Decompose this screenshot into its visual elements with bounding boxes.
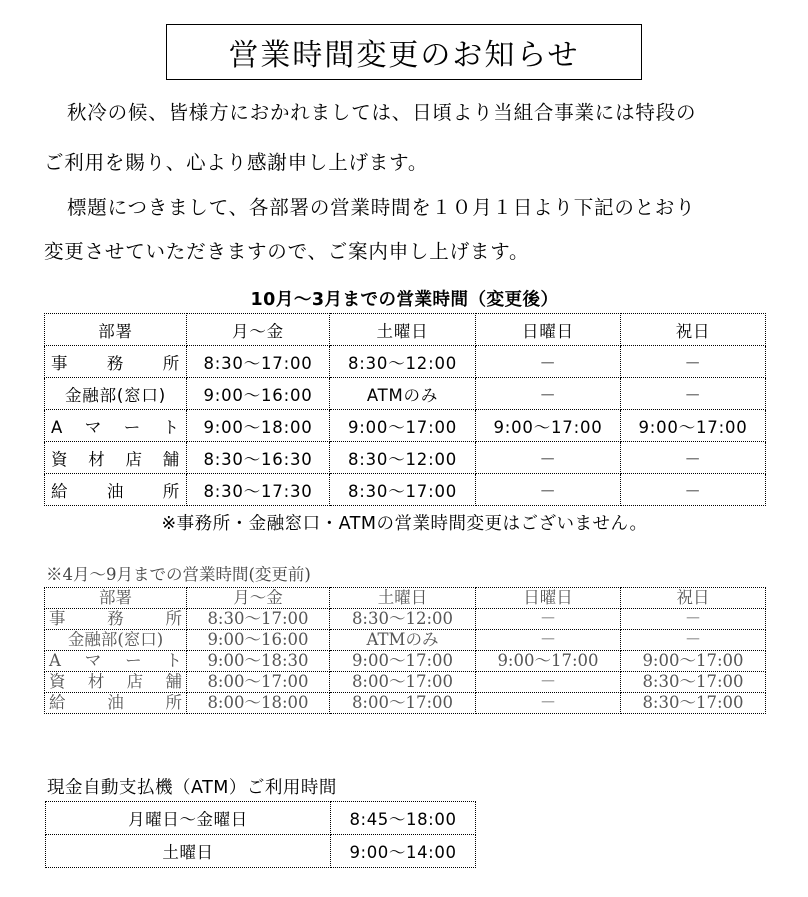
no-change-note: ※事務所・金融窓口・ATMの営業時間変更はございません。 (161, 514, 648, 534)
sunday-cell: － (476, 442, 621, 474)
weekday-cell: 8:30～17:30 (187, 474, 330, 506)
weekday-cell: 8:30～17:00 (187, 609, 330, 630)
atm-day-cell: 月曜日～金曜日 (46, 802, 331, 835)
sunday-cell: 9:00～17:00 (476, 651, 621, 672)
intro-paragraph-line-3: 標題につきまして、各部署の営業時間を１０月１日より下記のとおり (67, 196, 696, 219)
dept-cell: 事務所 (45, 346, 187, 378)
weekday-cell: 9:00～16:00 (187, 378, 330, 410)
atm-time-cell: 9:00～14:00 (331, 835, 476, 868)
table-row (45, 346, 766, 378)
saturday-cell: 8:30～12:00 (330, 346, 476, 378)
header-holiday: 祝日 (621, 588, 766, 609)
saturday-cell: ATMのみ (330, 378, 476, 410)
table-row (46, 835, 476, 868)
saturday-cell: 8:00～17:00 (330, 693, 476, 714)
dept-cell: 資材店舗 (45, 672, 187, 693)
intro-paragraph-line-4: 変更させていただきますので、ご案内申し上げます。 (44, 240, 530, 263)
dept-cell: 給油所 (45, 474, 187, 506)
holiday-cell: － (621, 346, 766, 378)
saturday-cell: 8:30～12:00 (330, 442, 476, 474)
table-header-row (45, 588, 766, 609)
sunday-cell: － (476, 609, 621, 630)
table-row (45, 651, 766, 672)
sunday-cell: － (476, 693, 621, 714)
weekday-cell: 9:00～16:00 (187, 630, 330, 651)
holiday-cell: 9:00～17:00 (621, 410, 766, 442)
page-title: 営業時間変更のお知らせ (166, 24, 642, 80)
holiday-cell: － (621, 378, 766, 410)
table-row (45, 630, 766, 651)
sunday-cell: － (476, 346, 621, 378)
old-hours-caption: ※4月～9月までの営業時間(変更前) (46, 565, 311, 584)
saturday-cell: 8:00～17:00 (330, 672, 476, 693)
atm-day-cell: 土曜日 (46, 835, 331, 868)
intro-paragraph-line-1: 秋冷の候、皆様方におかれましては、日頃より当組合事業には特段の (67, 101, 697, 124)
table-header-row (45, 314, 766, 346)
saturday-cell: 9:00～17:00 (330, 651, 476, 672)
saturday-cell: 8:30～12:00 (330, 609, 476, 630)
header-dept: 部署 (45, 588, 187, 609)
weekday-cell: 8:30～17:00 (187, 346, 330, 378)
new-hours-caption: 10月～3月までの営業時間（変更後） (250, 290, 559, 310)
holiday-cell: － (621, 630, 766, 651)
dept-cell: Aマート (45, 410, 187, 442)
dept-cell: 資材店舗 (45, 442, 187, 474)
dept-cell: 事務所 (45, 609, 187, 630)
sunday-cell: 9:00～17:00 (476, 410, 621, 442)
holiday-cell: － (621, 609, 766, 630)
saturday-cell: 8:30～17:00 (330, 474, 476, 506)
table-row (46, 802, 476, 835)
table-row (45, 609, 766, 630)
sunday-cell: － (476, 672, 621, 693)
sunday-cell: － (476, 474, 621, 506)
sunday-cell: － (476, 378, 621, 410)
holiday-cell: 8:30～17:00 (621, 672, 766, 693)
header-dept: 部署 (45, 314, 187, 346)
holiday-cell: － (621, 474, 766, 506)
new-hours-table (44, 313, 766, 506)
intro-paragraph-line-2: ご利用を賜り、心より感謝申し上げます。 (44, 151, 429, 174)
header-weekday: 月～金 (187, 588, 330, 609)
weekday-cell: 9:00～18:00 (187, 410, 330, 442)
weekday-cell: 8:00～17:00 (187, 672, 330, 693)
table-row (45, 693, 766, 714)
saturday-cell: ATMのみ (330, 630, 476, 651)
atm-time-cell: 8:45～18:00 (331, 802, 476, 835)
dept-cell: 金融部(窓口) (45, 378, 187, 410)
atm-hours-table (45, 801, 476, 868)
header-saturday: 土曜日 (330, 314, 476, 346)
table-row (45, 474, 766, 506)
header-weekday: 月～金 (187, 314, 330, 346)
table-row (45, 442, 766, 474)
header-holiday: 祝日 (621, 314, 766, 346)
sunday-cell: － (476, 630, 621, 651)
header-sunday: 日曜日 (476, 588, 621, 609)
dept-cell: 給油所 (45, 693, 187, 714)
holiday-cell: － (621, 442, 766, 474)
header-sunday: 日曜日 (476, 314, 621, 346)
holiday-cell: 9:00～17:00 (621, 651, 766, 672)
header-saturday: 土曜日 (330, 588, 476, 609)
weekday-cell: 8:30～16:30 (187, 442, 330, 474)
weekday-cell: 8:00～18:00 (187, 693, 330, 714)
table-row (45, 672, 766, 693)
atm-hours-caption: 現金自動支払機（ATM）ご利用時間 (47, 778, 337, 798)
table-row (45, 410, 766, 442)
dept-cell: Aマート (45, 651, 187, 672)
saturday-cell: 9:00～17:00 (330, 410, 476, 442)
weekday-cell: 9:00～18:30 (187, 651, 330, 672)
holiday-cell: 8:30～17:00 (621, 693, 766, 714)
old-hours-table (44, 587, 766, 714)
dept-cell: 金融部(窓口) (45, 630, 187, 651)
table-row (45, 378, 766, 410)
